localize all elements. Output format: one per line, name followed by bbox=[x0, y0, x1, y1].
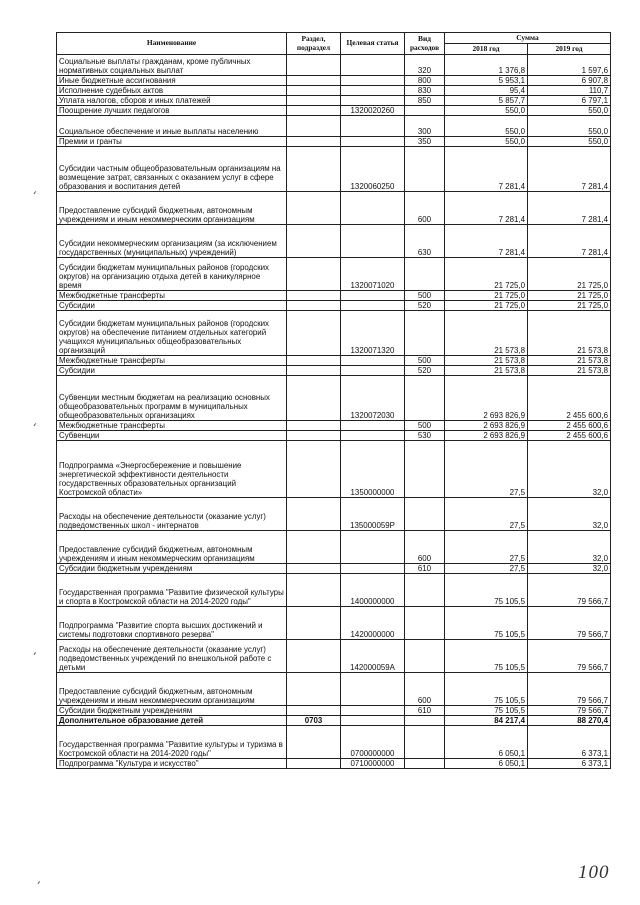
row-type-cell: 610 bbox=[405, 564, 445, 574]
row-2018-cell: 21 725,0 bbox=[445, 258, 528, 291]
row-2019-cell: 21 725,0 bbox=[528, 301, 611, 311]
row-2018-cell: 550,0 bbox=[445, 137, 528, 147]
row-type-cell bbox=[405, 106, 445, 116]
row-2018-cell: 27,5 bbox=[445, 441, 528, 498]
row-type-cell: 630 bbox=[405, 225, 445, 258]
table-row bbox=[57, 673, 611, 706]
row-section-cell bbox=[287, 96, 341, 106]
row-name-cell: Субсидии некоммерческим организациям (за исключением государственных (муниципальных) учреждений) bbox=[57, 225, 287, 258]
row-2018-cell: 75 105,5 bbox=[445, 706, 528, 716]
table-row bbox=[57, 441, 611, 498]
row-target-cell bbox=[341, 291, 405, 301]
row-type-cell bbox=[405, 607, 445, 640]
row-target-cell bbox=[341, 564, 405, 574]
row-name-cell: Государственная программа "Развитие физической культуры и спорта в Костромской области на 2014-2020 годы" bbox=[57, 574, 287, 607]
row-target-cell: 1320071020 bbox=[341, 258, 405, 291]
table-row bbox=[57, 640, 611, 673]
row-target-cell bbox=[341, 716, 405, 726]
row-type-cell: 530 bbox=[405, 431, 445, 441]
row-2019-cell: 550,0 bbox=[528, 106, 611, 116]
row-name-cell: Премии и гранты bbox=[57, 137, 287, 147]
row-type-cell bbox=[405, 311, 445, 356]
row-target-cell: 1400000000 bbox=[341, 574, 405, 607]
table-row bbox=[57, 291, 611, 301]
row-section-cell bbox=[287, 258, 341, 291]
table-row bbox=[57, 116, 611, 137]
row-section-cell bbox=[287, 726, 341, 759]
row-target-cell: 142000059А bbox=[341, 640, 405, 673]
row-2018-cell: 21 725,0 bbox=[445, 301, 528, 311]
row-section-cell bbox=[287, 498, 341, 531]
row-section-cell bbox=[287, 607, 341, 640]
row-2018-cell: 27,5 bbox=[445, 531, 528, 564]
row-type-cell: 320 bbox=[405, 55, 445, 76]
row-2018-cell: 550,0 bbox=[445, 116, 528, 137]
row-2018-cell: 7 281,4 bbox=[445, 192, 528, 225]
row-target-cell bbox=[341, 55, 405, 76]
row-2018-cell: 2 693 826,9 bbox=[445, 376, 528, 421]
row-name-cell: Предоставление субсидий бюджетным, автономным учреждениям и иным некоммерческим организациям bbox=[57, 192, 287, 225]
row-target-cell: 1320071320 bbox=[341, 311, 405, 356]
header-name: Наименование bbox=[57, 33, 287, 55]
row-name-cell: Субсидии бюджетам муниципальных районов (городских округов) на обеспечение питанием отдельных категорий учащихся муниципальных общеобразовательных организаций bbox=[57, 311, 287, 356]
row-2019-cell: 88 270,4 bbox=[528, 716, 611, 726]
row-section-cell bbox=[287, 366, 341, 376]
row-section-cell bbox=[287, 301, 341, 311]
row-section-cell bbox=[287, 192, 341, 225]
table-row bbox=[57, 366, 611, 376]
row-2019-cell: 550,0 bbox=[528, 137, 611, 147]
row-2018-cell: 21 725,0 bbox=[445, 291, 528, 301]
table-row bbox=[57, 55, 611, 76]
table-row bbox=[57, 726, 611, 759]
header-type: Вид расходов bbox=[405, 33, 445, 55]
row-target-cell: 0700000000 bbox=[341, 726, 405, 759]
header-sum: Сумма bbox=[445, 33, 611, 44]
page-number: 100 bbox=[578, 862, 610, 883]
row-type-cell bbox=[405, 147, 445, 192]
row-type-cell: 600 bbox=[405, 192, 445, 225]
row-2019-cell: 32,0 bbox=[528, 498, 611, 531]
row-name-cell: Субвенции bbox=[57, 431, 287, 441]
row-name-cell: Субсидии bbox=[57, 366, 287, 376]
row-2018-cell: 6 050,1 bbox=[445, 726, 528, 759]
row-type-cell: 350 bbox=[405, 137, 445, 147]
row-target-cell bbox=[341, 673, 405, 706]
row-target-cell: 1320072030 bbox=[341, 376, 405, 421]
row-type-cell bbox=[405, 640, 445, 673]
table-row bbox=[57, 301, 611, 311]
row-name-cell: Расходы на обеспечение деятельности (оказание услуг) подведомственных школ - интернатов bbox=[57, 498, 287, 531]
row-name-cell: Субсидии bbox=[57, 301, 287, 311]
row-name-cell: Поощрение лучших педагогов bbox=[57, 106, 287, 116]
row-2018-cell: 27,5 bbox=[445, 564, 528, 574]
row-type-cell bbox=[405, 759, 445, 769]
row-target-cell bbox=[341, 301, 405, 311]
row-type-cell: 500 bbox=[405, 356, 445, 366]
table-row bbox=[57, 564, 611, 574]
row-section-cell bbox=[287, 564, 341, 574]
row-name-cell: Социальные выплаты гражданам, кроме публичных нормативных социальных выплат bbox=[57, 55, 287, 76]
row-section-cell bbox=[287, 291, 341, 301]
row-2018-cell: 7 281,4 bbox=[445, 225, 528, 258]
row-target-cell bbox=[341, 531, 405, 564]
row-target-cell: 1350000000 bbox=[341, 441, 405, 498]
table-row bbox=[57, 376, 611, 421]
margin-mark bbox=[38, 881, 43, 886]
row-2018-cell: 95,4 bbox=[445, 86, 528, 96]
row-section-cell bbox=[287, 311, 341, 356]
row-2019-cell: 2 455 600,6 bbox=[528, 431, 611, 441]
row-target-cell bbox=[341, 431, 405, 441]
row-type-cell bbox=[405, 441, 445, 498]
row-name-cell: Межбюджетные трансферты bbox=[57, 291, 287, 301]
row-section-cell bbox=[287, 431, 341, 441]
row-2018-cell: 5 857,7 bbox=[445, 96, 528, 106]
row-name-cell: Уплата налогов, сборов и иных платежей bbox=[57, 96, 287, 106]
header-section: Раздел, подраздел bbox=[287, 33, 341, 55]
row-target-cell bbox=[341, 76, 405, 86]
row-2019-cell: 6 797,1 bbox=[528, 96, 611, 106]
row-target-cell bbox=[341, 706, 405, 716]
row-2018-cell: 75 105,5 bbox=[445, 673, 528, 706]
row-type-cell: 800 bbox=[405, 76, 445, 86]
row-2018-cell: 1 376,8 bbox=[445, 55, 528, 76]
row-2019-cell: 21 573,8 bbox=[528, 366, 611, 376]
row-2019-cell: 7 281,4 bbox=[528, 225, 611, 258]
row-target-cell: 0710000000 bbox=[341, 759, 405, 769]
row-section-cell bbox=[287, 137, 341, 147]
margin-mark bbox=[34, 423, 39, 428]
row-2019-cell: 21 725,0 bbox=[528, 258, 611, 291]
row-name-cell: Государственная программа "Развитие культуры и туризма в Костромской области на 2014-2020 годы" bbox=[57, 726, 287, 759]
row-2018-cell: 2 693 826,9 bbox=[445, 431, 528, 441]
row-target-cell: 1420000000 bbox=[341, 607, 405, 640]
row-target-cell bbox=[341, 192, 405, 225]
row-2018-cell: 75 105,5 bbox=[445, 574, 528, 607]
row-target-cell bbox=[341, 86, 405, 96]
table-row bbox=[57, 759, 611, 769]
row-section-cell bbox=[287, 116, 341, 137]
row-type-cell bbox=[405, 376, 445, 421]
row-name-cell: Подпрограмма "Развитие спорта высших достижений и системы подготовки спортивного резерва" bbox=[57, 607, 287, 640]
row-target-cell: 135000059Р bbox=[341, 498, 405, 531]
budget-table bbox=[56, 32, 611, 769]
row-type-cell bbox=[405, 258, 445, 291]
row-type-cell: 520 bbox=[405, 301, 445, 311]
row-type-cell bbox=[405, 574, 445, 607]
row-section-cell bbox=[287, 225, 341, 258]
row-2019-cell: 6 373,1 bbox=[528, 759, 611, 769]
row-target-cell bbox=[341, 421, 405, 431]
row-name-cell: Субсидии бюджетным учреждениям bbox=[57, 706, 287, 716]
table-row bbox=[57, 192, 611, 225]
row-target-cell bbox=[341, 96, 405, 106]
row-section-cell bbox=[287, 673, 341, 706]
margin-mark bbox=[34, 191, 39, 196]
header-2019: 2019 год bbox=[528, 44, 611, 55]
row-2019-cell: 79 566,7 bbox=[528, 706, 611, 716]
row-2019-cell: 79 566,7 bbox=[528, 673, 611, 706]
row-type-cell: 600 bbox=[405, 531, 445, 564]
table-row bbox=[57, 498, 611, 531]
row-type-cell: 500 bbox=[405, 291, 445, 301]
row-name-cell: Подпрограмма «Энергосбережение и повышение энергетической эффективности деятельности государственных образовательных организаций Костромской области» bbox=[57, 441, 287, 498]
row-2019-cell: 32,0 bbox=[528, 441, 611, 498]
row-name-cell: Субсидии бюджетным учреждениям bbox=[57, 564, 287, 574]
table-row bbox=[57, 607, 611, 640]
row-2018-cell: 550,0 bbox=[445, 106, 528, 116]
row-type-cell: 520 bbox=[405, 366, 445, 376]
row-name-cell: Иные бюджетные ассигнования bbox=[57, 76, 287, 86]
row-section-cell bbox=[287, 55, 341, 76]
row-2018-cell: 21 573,8 bbox=[445, 356, 528, 366]
table-row bbox=[57, 106, 611, 116]
row-target-cell: 1320060250 bbox=[341, 147, 405, 192]
row-section-cell bbox=[287, 147, 341, 192]
row-section-cell bbox=[287, 706, 341, 716]
table-row bbox=[57, 311, 611, 356]
row-2019-cell: 6 373,1 bbox=[528, 726, 611, 759]
row-name-cell: Межбюджетные трансферты bbox=[57, 356, 287, 366]
row-section-cell bbox=[287, 640, 341, 673]
row-section-cell bbox=[287, 421, 341, 431]
row-2019-cell: 21 725,0 bbox=[528, 291, 611, 301]
row-name-cell: Предоставление субсидий бюджетным, автономным учреждениям и иным некоммерческим организациям bbox=[57, 531, 287, 564]
row-name-cell: Субсидии бюджетам муниципальных районов (городских округов) на организацию отдыха детей в каникулярное время bbox=[57, 258, 287, 291]
row-target-cell bbox=[341, 116, 405, 137]
table-row bbox=[57, 147, 611, 192]
row-2019-cell: 7 281,4 bbox=[528, 192, 611, 225]
table-row bbox=[57, 258, 611, 291]
row-name-cell: Расходы на обеспечение деятельности (оказание услуг) подведомственных учреждений по внешкольной работе с детьми bbox=[57, 640, 287, 673]
row-2018-cell: 2 693 826,9 bbox=[445, 421, 528, 431]
row-name-cell: Субсидии частным общеобразовательным организациям на возмещение затрат, связанных с оказанием услуг в сфере образования и воспитания детей bbox=[57, 147, 287, 192]
table-row bbox=[57, 431, 611, 441]
row-2019-cell: 2 455 600,6 bbox=[528, 421, 611, 431]
table-row bbox=[57, 225, 611, 258]
row-2019-cell: 32,0 bbox=[528, 531, 611, 564]
row-name-cell: Дополнительное образование детей bbox=[57, 716, 287, 726]
margin-mark bbox=[34, 652, 39, 657]
row-2018-cell: 6 050,1 bbox=[445, 759, 528, 769]
row-target-cell: 1320020260 bbox=[341, 106, 405, 116]
row-type-cell: 830 bbox=[405, 86, 445, 96]
table-body bbox=[57, 55, 611, 769]
row-2018-cell: 7 281,4 bbox=[445, 147, 528, 192]
budget-table-sheet bbox=[56, 32, 610, 769]
row-target-cell bbox=[341, 137, 405, 147]
table-row bbox=[57, 76, 611, 86]
row-type-cell: 600 bbox=[405, 673, 445, 706]
row-2019-cell: 79 566,7 bbox=[528, 574, 611, 607]
row-name-cell: Подпрограмма "Культура и искусство" bbox=[57, 759, 287, 769]
row-section-cell bbox=[287, 76, 341, 86]
row-2018-cell: 27,5 bbox=[445, 498, 528, 531]
row-2019-cell: 550,0 bbox=[528, 116, 611, 137]
table-row bbox=[57, 137, 611, 147]
row-2019-cell: 2 455 600,6 bbox=[528, 376, 611, 421]
row-section-cell bbox=[287, 759, 341, 769]
row-section-cell: 0703 bbox=[287, 716, 341, 726]
row-2019-cell: 79 566,7 bbox=[528, 607, 611, 640]
row-type-cell bbox=[405, 716, 445, 726]
row-name-cell: Субвенции местным бюджетам на реализацию основных общеобразовательных программ в муниципальных общеобразовательных организациях bbox=[57, 376, 287, 421]
row-target-cell bbox=[341, 366, 405, 376]
row-name-cell: Исполнение судебных актов bbox=[57, 86, 287, 96]
row-type-cell: 850 bbox=[405, 96, 445, 106]
row-2019-cell: 110,7 bbox=[528, 86, 611, 96]
table-row bbox=[57, 86, 611, 96]
row-name-cell: Социальное обеспечение и иные выплаты населению bbox=[57, 116, 287, 137]
row-2019-cell: 21 573,8 bbox=[528, 356, 611, 366]
row-section-cell bbox=[287, 441, 341, 498]
table-row bbox=[57, 356, 611, 366]
row-type-cell bbox=[405, 726, 445, 759]
table-row bbox=[57, 706, 611, 716]
row-type-cell: 500 bbox=[405, 421, 445, 431]
row-2019-cell: 21 573,8 bbox=[528, 311, 611, 356]
row-section-cell bbox=[287, 376, 341, 421]
row-2018-cell: 75 105,5 bbox=[445, 640, 528, 673]
row-2018-cell: 84 217,4 bbox=[445, 716, 528, 726]
row-name-cell: Межбюджетные трансферты bbox=[57, 421, 287, 431]
row-2018-cell: 5 953,1 bbox=[445, 76, 528, 86]
row-2019-cell: 1 597,6 bbox=[528, 55, 611, 76]
row-type-cell: 610 bbox=[405, 706, 445, 716]
row-2018-cell: 21 573,8 bbox=[445, 311, 528, 356]
row-type-cell: 300 bbox=[405, 116, 445, 137]
table-row bbox=[57, 531, 611, 564]
row-2019-cell: 79 566,7 bbox=[528, 640, 611, 673]
row-section-cell bbox=[287, 86, 341, 96]
row-type-cell bbox=[405, 498, 445, 531]
row-2019-cell: 7 281,4 bbox=[528, 147, 611, 192]
row-section-cell bbox=[287, 106, 341, 116]
row-target-cell bbox=[341, 356, 405, 366]
row-section-cell bbox=[287, 574, 341, 607]
header-2018: 2018 год bbox=[445, 44, 528, 55]
table-row bbox=[57, 421, 611, 431]
row-2018-cell: 21 573,8 bbox=[445, 366, 528, 376]
row-2018-cell: 75 105,5 bbox=[445, 607, 528, 640]
row-name-cell: Предоставление субсидий бюджетным, автономным учреждениям и иным некоммерческим организациям bbox=[57, 673, 287, 706]
row-target-cell bbox=[341, 225, 405, 258]
table-row bbox=[57, 574, 611, 607]
row-2019-cell: 6 907,8 bbox=[528, 76, 611, 86]
table-row bbox=[57, 96, 611, 106]
header-target: Целевая статья bbox=[341, 33, 405, 55]
row-section-cell bbox=[287, 356, 341, 366]
table-row bbox=[57, 716, 611, 726]
row-2019-cell: 32,0 bbox=[528, 564, 611, 574]
row-section-cell bbox=[287, 531, 341, 564]
